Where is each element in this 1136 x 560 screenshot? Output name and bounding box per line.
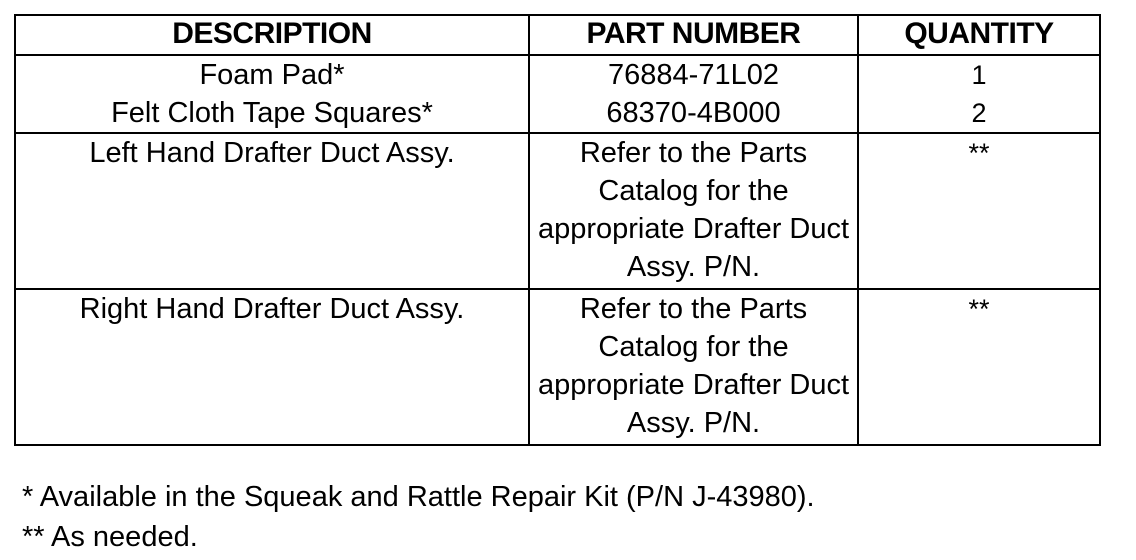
parts-table	[14, 14, 1101, 446]
quantity-cell: **	[858, 289, 1100, 445]
table-row	[15, 55, 1100, 94]
part-number-cell: 76884-71L02	[529, 55, 858, 94]
description-cell: Right Hand Drafter Duct Assy.	[15, 289, 529, 445]
part-number-cell: Refer to the Parts Catalog for the appropriate Drafter Duct Assy. P/N.	[529, 289, 858, 445]
quantity-cell: **	[858, 133, 1100, 289]
header-description: DESCRIPTION	[15, 15, 529, 55]
table-row	[15, 94, 1100, 133]
footnote-kit: * Available in the Squeak and Rattle Repair Kit (P/N J-43980).	[22, 481, 815, 513]
table-row	[15, 289, 1100, 445]
header-quantity: QUANTITY	[858, 15, 1100, 55]
part-number-cell: Refer to the Parts Catalog for the appropriate Drafter Duct Assy. P/N.	[529, 133, 858, 289]
quantity-cell: 2	[858, 94, 1100, 133]
table-row	[15, 133, 1100, 289]
quantity-cell: 1	[858, 55, 1100, 94]
table-header-row	[15, 15, 1100, 55]
description-cell: Left Hand Drafter Duct Assy.	[15, 133, 529, 289]
description-cell: Foam Pad*	[15, 55, 529, 94]
description-cell: Felt Cloth Tape Squares*	[15, 94, 529, 133]
header-part-number: PART NUMBER	[529, 15, 858, 55]
footnote-as-needed: ** As needed.	[22, 521, 198, 553]
part-number-cell: 68370-4B000	[529, 94, 858, 133]
